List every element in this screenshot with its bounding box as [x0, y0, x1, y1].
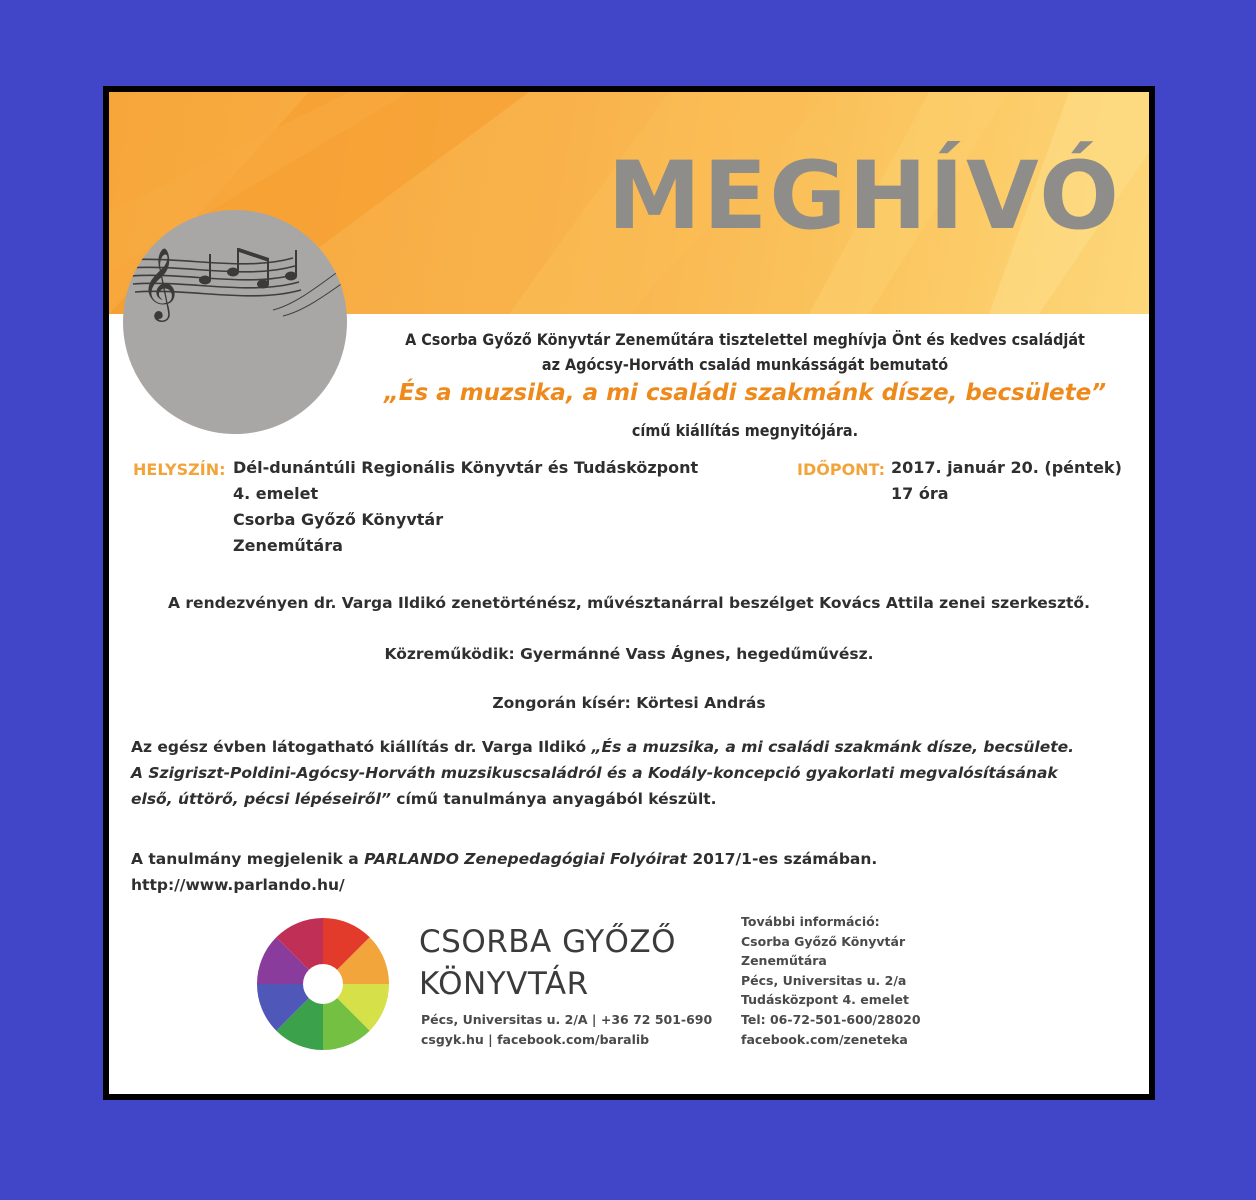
contact-info: [741, 912, 921, 1049]
info-line: További információ:: [741, 914, 880, 929]
exhibition-paragraph: [131, 734, 1141, 812]
invitation-title: MEGHÍVÓ: [607, 142, 1121, 251]
time-label: IDŐPONT:: [797, 460, 885, 479]
brand-name-line-2: KÖNYVTÁR: [419, 966, 589, 1002]
invitation-frame: [103, 86, 1155, 1100]
info-line: Pécs, Universitas u. 2/a: [741, 972, 907, 988]
time-line: 2017. január 20. (péntek): [891, 458, 1122, 477]
venue-label: HELYSZÍN:: [133, 460, 226, 479]
exhibition-title-c: első, úttörő, pécsi lépéseiről”: [131, 790, 391, 808]
info-line: Csorba Győző Könyvtár: [741, 933, 906, 949]
publication-prefix: A tanulmány megjelenik a: [131, 850, 365, 868]
publication-url[interactable]: http://www.parlando.hu/: [131, 876, 345, 894]
info-line[interactable]: facebook.com/zeneteka: [741, 1031, 908, 1047]
venue-details: [233, 455, 698, 559]
venue-line: Zeneműtára: [233, 536, 343, 555]
library-logo-wheel-icon: [255, 916, 391, 1052]
time-line: 17 óra: [891, 484, 949, 503]
exhibition-title-a: „És a muzsika, a mi családi szakmánk dísze, becsülete.: [591, 738, 1075, 756]
time-details: [891, 455, 1122, 507]
info-line: Zeneműtára: [741, 953, 827, 969]
host-line: A rendezvényen dr. Varga Ildikó zenetörténész, művésztanárral beszélget Kovács Attila zenei szerkesztő.: [168, 594, 1090, 612]
publication-suffix: 2017/1-es számában.: [686, 850, 878, 868]
venue-line: Dél-dunántúli Regionális Könyvtár és Tudásközpont: [233, 458, 699, 477]
brand-name-line-1: CSORBA GYŐZŐ: [419, 924, 677, 960]
gray-disc: [123, 210, 347, 434]
piano-line: Zongorán kísér: Körtesi András: [492, 694, 766, 712]
venue-line: Csorba Győző Könyvtár: [233, 510, 444, 529]
music-notes-icon: [123, 210, 347, 434]
exhibition-title-quote: „És a muzsika, a mi családi szakmánk dísze, becsülete”: [383, 380, 1107, 406]
exhibition-suffix: című tanulmánya anyagából készült.: [390, 790, 717, 808]
publication-journal: PARLANDO Zenepedagógiai Folyóirat: [364, 850, 687, 868]
invitation-card: [109, 92, 1149, 1094]
exhibition-title-b: A Szigriszt-Poldini-Agócsy-Horváth muzsikuscsaládról és a Kodály-koncepció gyakorlati megvalósításának: [131, 764, 1058, 782]
publication-paragraph: [131, 846, 1141, 898]
intro-line-2: az Agócsy-Horváth család munkásságát bemutató: [541, 355, 949, 374]
intro-line-3: című kiállítás megnyitójára.: [631, 421, 859, 440]
info-line: Tudásközpont 4. emelet: [741, 992, 909, 1008]
intro-line-1: A Csorba Győző Könyvtár Zeneműtára tisztelettel meghívja Önt és kedves családját: [405, 330, 1085, 349]
exhibition-prefix: Az egész évben látogatható kiállítás dr. Varga Ildikó: [131, 738, 592, 756]
brand-address: Pécs, Universitas u. 2/A | +36 72 501-690: [421, 1012, 713, 1027]
performer-line: Közreműködik: Gyermánné Vass Ágnes, hegedűművész.: [384, 645, 874, 663]
svg-text:𝄞: 𝄞: [141, 246, 178, 319]
venue-line: 4. emelet: [233, 484, 319, 503]
info-line: Tel: 06-72-501-600/28020: [741, 1011, 921, 1027]
brand-web[interactable]: csgyk.hu | facebook.com/baralib: [421, 1032, 650, 1047]
